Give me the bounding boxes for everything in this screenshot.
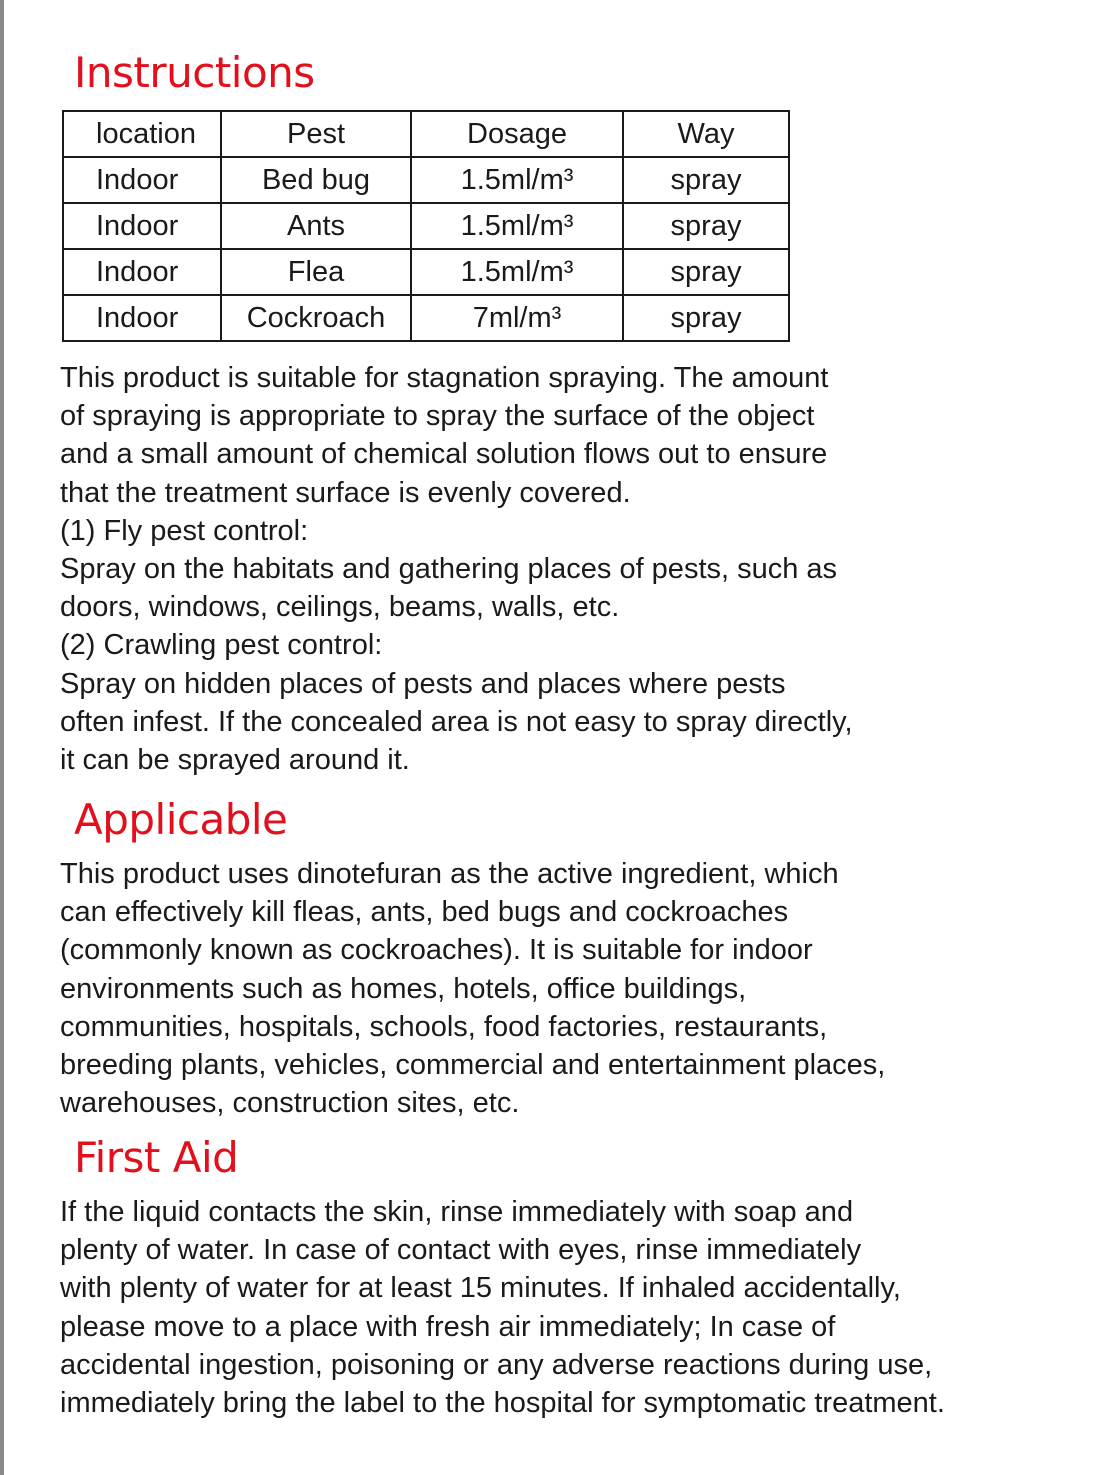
text-line: doors, windows, ceilings, beams, walls, etc. (60, 591, 620, 624)
cell-pest: Ants (221, 203, 411, 249)
cell-dosage: 1.5ml/m³ (411, 157, 623, 203)
cell-way: spray (623, 295, 789, 341)
cell-pest: Bed bug (221, 157, 411, 203)
text-line: can effectively kill fleas, ants, bed bugs and cockroaches (60, 896, 789, 929)
cell-pest: Cockroach (221, 295, 411, 341)
text-line: often infest. If the concealed area is not easy to spray directly, (60, 705, 853, 738)
applicable-heading: Applicable (74, 795, 288, 844)
text-line: This product is suitable for stagnation spraying. The amount (60, 362, 829, 394)
cell-dosage: 1.5ml/m³ (411, 249, 623, 295)
text-line: with plenty of water for at least 15 minutes. If inhaled accidentally, (60, 1272, 901, 1305)
cell-location: Indoor (63, 295, 221, 341)
cell-way: spray (623, 157, 789, 203)
first-aid-heading: First Aid (74, 1133, 239, 1182)
text-line: please move to a place with fresh air immediately; In case of (60, 1310, 836, 1343)
table-row (63, 203, 789, 249)
table-row (63, 249, 789, 295)
text-line: of spraying is appropriate to spray the surface of the object (60, 400, 815, 433)
text-line: (1) Fly pest control: (60, 514, 309, 547)
text-line: If the liquid contacts the skin, rinse immediately with soap and (60, 1196, 854, 1228)
instructions-text (60, 359, 1050, 779)
cell-dosage: 7ml/m³ (411, 295, 623, 341)
text-line: Spray on the habitats and gathering places of pests, such as (60, 553, 838, 586)
applicable-text (60, 855, 1050, 1122)
header-way: Way (623, 111, 789, 157)
cell-way: spray (623, 203, 789, 249)
cell-pest: Flea (221, 249, 411, 295)
table-row (63, 157, 789, 203)
table-header-row (63, 111, 789, 157)
text-line: accidental ingestion, poisoning or any adverse reactions during use, (60, 1348, 933, 1381)
text-line: it can be sprayed around it. (60, 744, 410, 777)
text-line: immediately bring the label to the hospital for symptomatic treatment. (60, 1387, 945, 1420)
left-edge-rule (0, 0, 4, 1475)
table-row (63, 295, 789, 341)
text-line: communities, hospitals, schools, food factories, restaurants, (60, 1010, 828, 1043)
text-line: that the treatment surface is evenly covered. (60, 476, 631, 509)
cell-way: spray (623, 249, 789, 295)
cell-dosage: 1.5ml/m³ (411, 203, 623, 249)
dosage-table (62, 110, 790, 342)
cell-location: Indoor (63, 249, 221, 295)
text-line: warehouses, construction sites, etc. (60, 1087, 520, 1120)
cell-location: Indoor (63, 157, 221, 203)
text-line: (2) Crawling pest control: (60, 629, 383, 662)
header-location: location (63, 111, 221, 157)
text-line: and a small amount of chemical solution flows out to ensure (60, 438, 828, 471)
cell-location: Indoor (63, 203, 221, 249)
header-dosage: Dosage (411, 111, 623, 157)
instructions-heading: Instructions (74, 48, 315, 97)
text-line: Spray on hidden places of pests and places where pests (60, 667, 786, 700)
text-line: (commonly known as cockroaches). It is suitable for indoor (60, 934, 813, 967)
text-line: breeding plants, vehicles, commercial and entertainment places, (60, 1049, 886, 1082)
text-line: plenty of water. In case of contact with eyes, rinse immediately (60, 1234, 862, 1267)
header-pest: Pest (221, 111, 411, 157)
text-line: This product uses dinotefuran as the active ingredient, which (60, 858, 839, 890)
text-line: environments such as homes, hotels, office buildings, (60, 972, 747, 1005)
first-aid-text (60, 1193, 1050, 1422)
